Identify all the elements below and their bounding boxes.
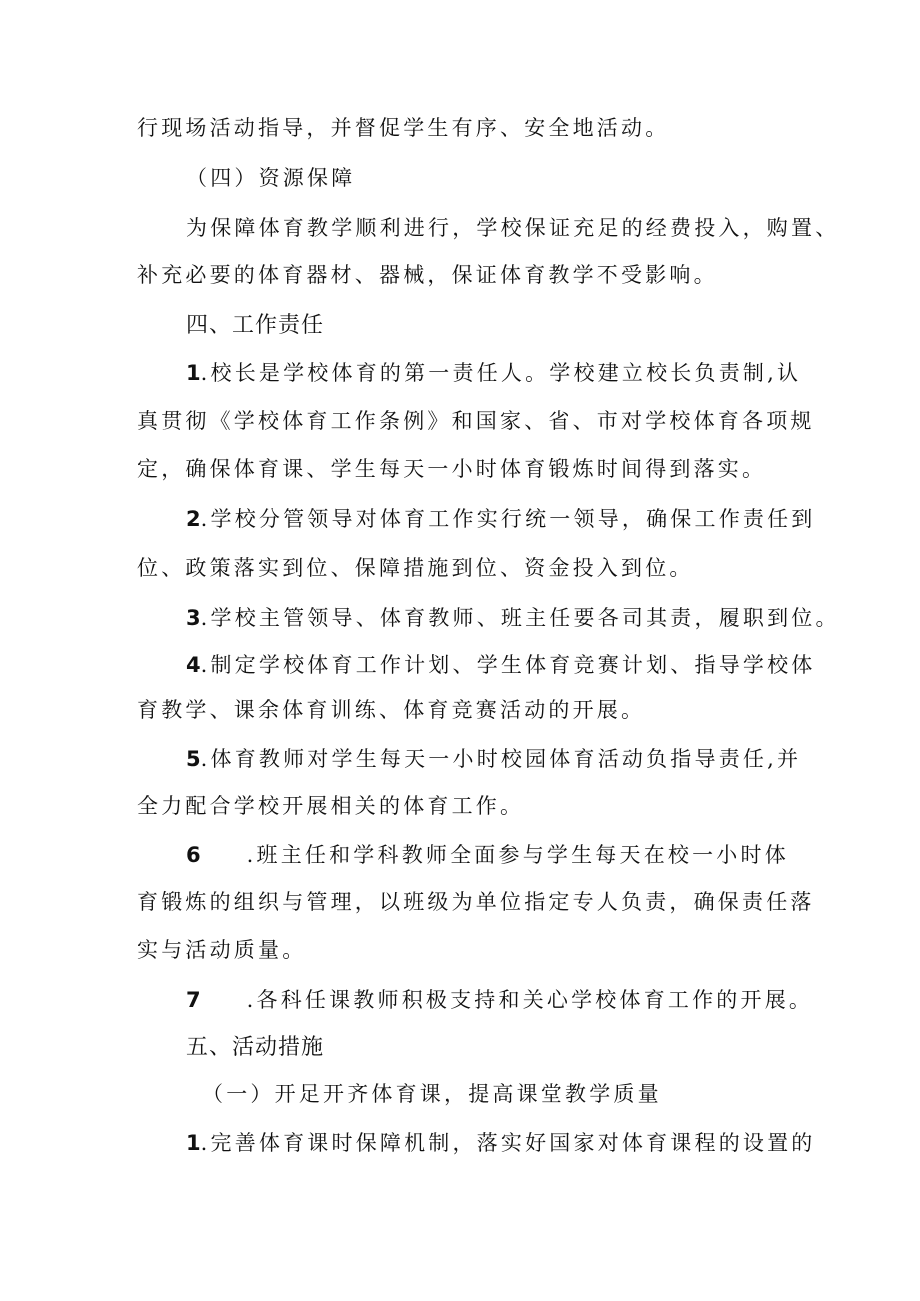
list-item-5 <box>186 744 801 774</box>
item-number: 2 <box>186 507 201 531</box>
list-item-4 <box>186 650 816 680</box>
list-item-3 <box>186 603 840 633</box>
list-item-1 <box>186 358 801 388</box>
text-line: 为保障体育教学顺利进行，学校保证充足的经费投入，购置、 <box>186 216 840 240</box>
text-line: 位、政策落实到位、保障措施到位、资金投入到位。 <box>137 556 694 580</box>
text-line: 行现场活动指导，并督促学生有序、安全地活动。 <box>137 116 670 140</box>
list-item-7 <box>186 985 813 1015</box>
item-number: 3 <box>186 606 201 630</box>
list-item-6 <box>186 840 789 870</box>
item-text: .完善体育课时保障机制，落实好国家对体育课程的设置的 <box>200 1131 816 1155</box>
item-text: .学校分管领导对体育工作实行统一领导，确保工作责任到 <box>200 507 816 531</box>
list-item-8 <box>186 1128 816 1158</box>
item-number: 7 <box>186 988 201 1012</box>
item-text: .班主任和学科教师全面参与学生每天在校一小时体 <box>246 843 789 867</box>
section-subheading: （一）开足开齐体育课，提高课堂教学质量 <box>202 1082 662 1106</box>
section-subheading: （四）资源保障 <box>186 166 356 190</box>
text-line: 育教学、课余体育训练、体育竞赛活动的开展。 <box>137 698 646 722</box>
text-line: 全力配合学校开展相关的体育工作。 <box>137 794 525 818</box>
section-heading: 四、工作责任 <box>186 313 325 338</box>
section-heading: 五、活动措施 <box>186 1035 325 1060</box>
text-line: 定，确保体育课、学生每天一小时体育锻炼时间得到落实。 <box>137 457 767 481</box>
item-text: .体育教师对学生每天一小时校园体育活动负指导责任,并 <box>200 747 802 771</box>
text-line: 实与活动质量。 <box>137 938 307 962</box>
item-text: .各科任课教师积极支持和关心学校体育工作的开展。 <box>246 988 814 1012</box>
list-item-2 <box>186 504 816 534</box>
text-line: 补充必要的体育器材、器械，保证体育教学不受影响。 <box>137 263 718 287</box>
item-number: 5 <box>186 747 201 771</box>
item-number: 1 <box>186 361 201 385</box>
item-number: 1 <box>186 1131 201 1155</box>
text-line: 育锻炼的组织与管理，以班级为单位指定专人负责，确保责任落 <box>137 890 815 914</box>
text-line: 真贯彻《学校体育工作条例》和国家、省、市对学校体育各项规 <box>137 409 815 433</box>
item-text: .校长是学校体育的第一责任人。学校建立校长负责制,认 <box>200 361 802 385</box>
item-number: 6 <box>186 843 201 867</box>
item-text: .学校主管领导、体育教师、班主任要各司其责，履职到位。 <box>200 606 840 630</box>
item-text: .制定学校体育工作计划、学生体育竞赛计划、指导学校体 <box>200 653 816 677</box>
item-number: 4 <box>186 653 201 677</box>
